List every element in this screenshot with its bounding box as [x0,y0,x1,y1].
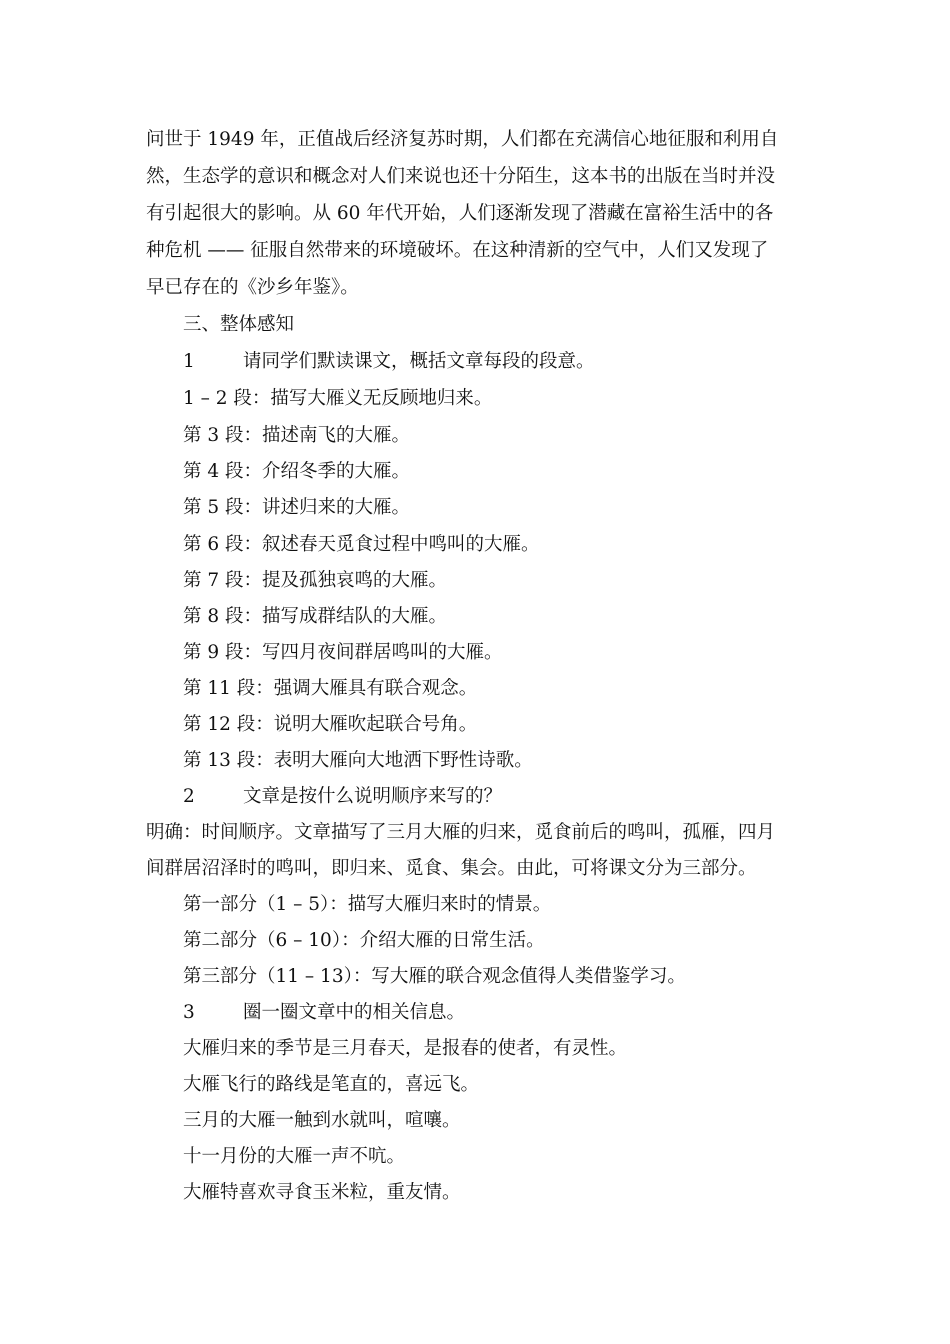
paragraph-summary: 第 13 段：表明大雁向大地洒下野性诗歌。 [183,750,533,771]
question-text: 圈一圈文章中的相关信息。 [243,1002,466,1023]
part-summary: 第二部分（6 – 10）：介绍大雁的日常生活。 [183,930,545,951]
paragraph-summary: 第 5 段：讲述归来的大雁。 [183,497,411,518]
part-summary: 第三部分（11 – 13）：写大雁的联合观念值得人类借鉴学习。 [183,966,686,987]
question-number: 2 [183,786,195,807]
question-2 [183,785,502,809]
paragraph-summary: 第 7 段：提及孤独哀鸣的大雁。 [183,570,448,591]
answer-line: 间群居沼泽时的鸣叫，即归来、觅食、集会。由此，可将课文分为三部分。 [146,858,757,879]
question-text: 文章是按什么说明顺序来写的？ [243,786,503,807]
section-heading: 三、整体感知 [183,314,295,335]
intro-line: 种危机 —— 征服自然带来的环境破坏。在这种清新的空气中，人们又发现了 [146,240,769,261]
intro-line: 有引起很大的影响。从 60 年代开始，人们逐渐发现了潜藏在富裕生活中的各 [146,203,774,224]
info-item: 大雁特喜欢寻食玉米粒，重友情。 [183,1182,461,1203]
paragraph-summary: 第 9 段：写四月夜间群居鸣叫的大雁。 [183,642,503,663]
intro-line: 早已存在的《沙乡年鉴》。 [146,277,359,298]
paragraph-summary: 第 8 段：描写成群结队的大雁。 [183,606,448,627]
paragraph-summary: 第 6 段：叙述春天觅食过程中鸣叫的大雁。 [183,534,540,555]
question-text: 请同学们默读课文，概括文章每段的段意。 [243,351,595,372]
answer-line: 明确：时间顺序。文章描写了三月大雁的归来，觅食前后的鸣叫，孤雁，四月 [146,822,776,843]
intro-line: 然，生态学的意识和概念对人们来说也还十分陌生，这本书的出版在当时并没 [146,166,776,187]
question-1 [183,350,595,374]
question-number: 3 [183,1002,195,1023]
paragraph-summary: 第 3 段：描述南飞的大雁。 [183,425,411,446]
question-3 [183,1001,465,1025]
paragraph-summary: 第 11 段：强调大雁具有联合观念。 [183,678,478,699]
question-number: 1 [183,351,195,372]
info-item: 大雁归来的季节是三月春天，是报春的使者，有灵性。 [183,1038,628,1059]
intro-line: 问世于 1949 年，正值战后经济复苏时期，人们都在充满信心地征服和利用自 [146,129,779,150]
info-item: 十一月份的大雁一声不吭。 [183,1146,406,1167]
info-item: 大雁飞行的路线是笔直的，喜远飞。 [183,1074,480,1095]
info-item: 三月的大雁一触到水就叫，喧嚷。 [183,1110,461,1131]
part-summary: 第一部分（1 – 5）：描写大雁归来时的情景。 [183,894,552,915]
paragraph-summary: 第 12 段：说明大雁吹起联合号角。 [183,714,478,735]
paragraph-summary: 1 – 2 段：描写大雁义无反顾地归来。 [183,388,493,409]
paragraph-summary: 第 4 段：介绍冬季的大雁。 [183,461,411,482]
